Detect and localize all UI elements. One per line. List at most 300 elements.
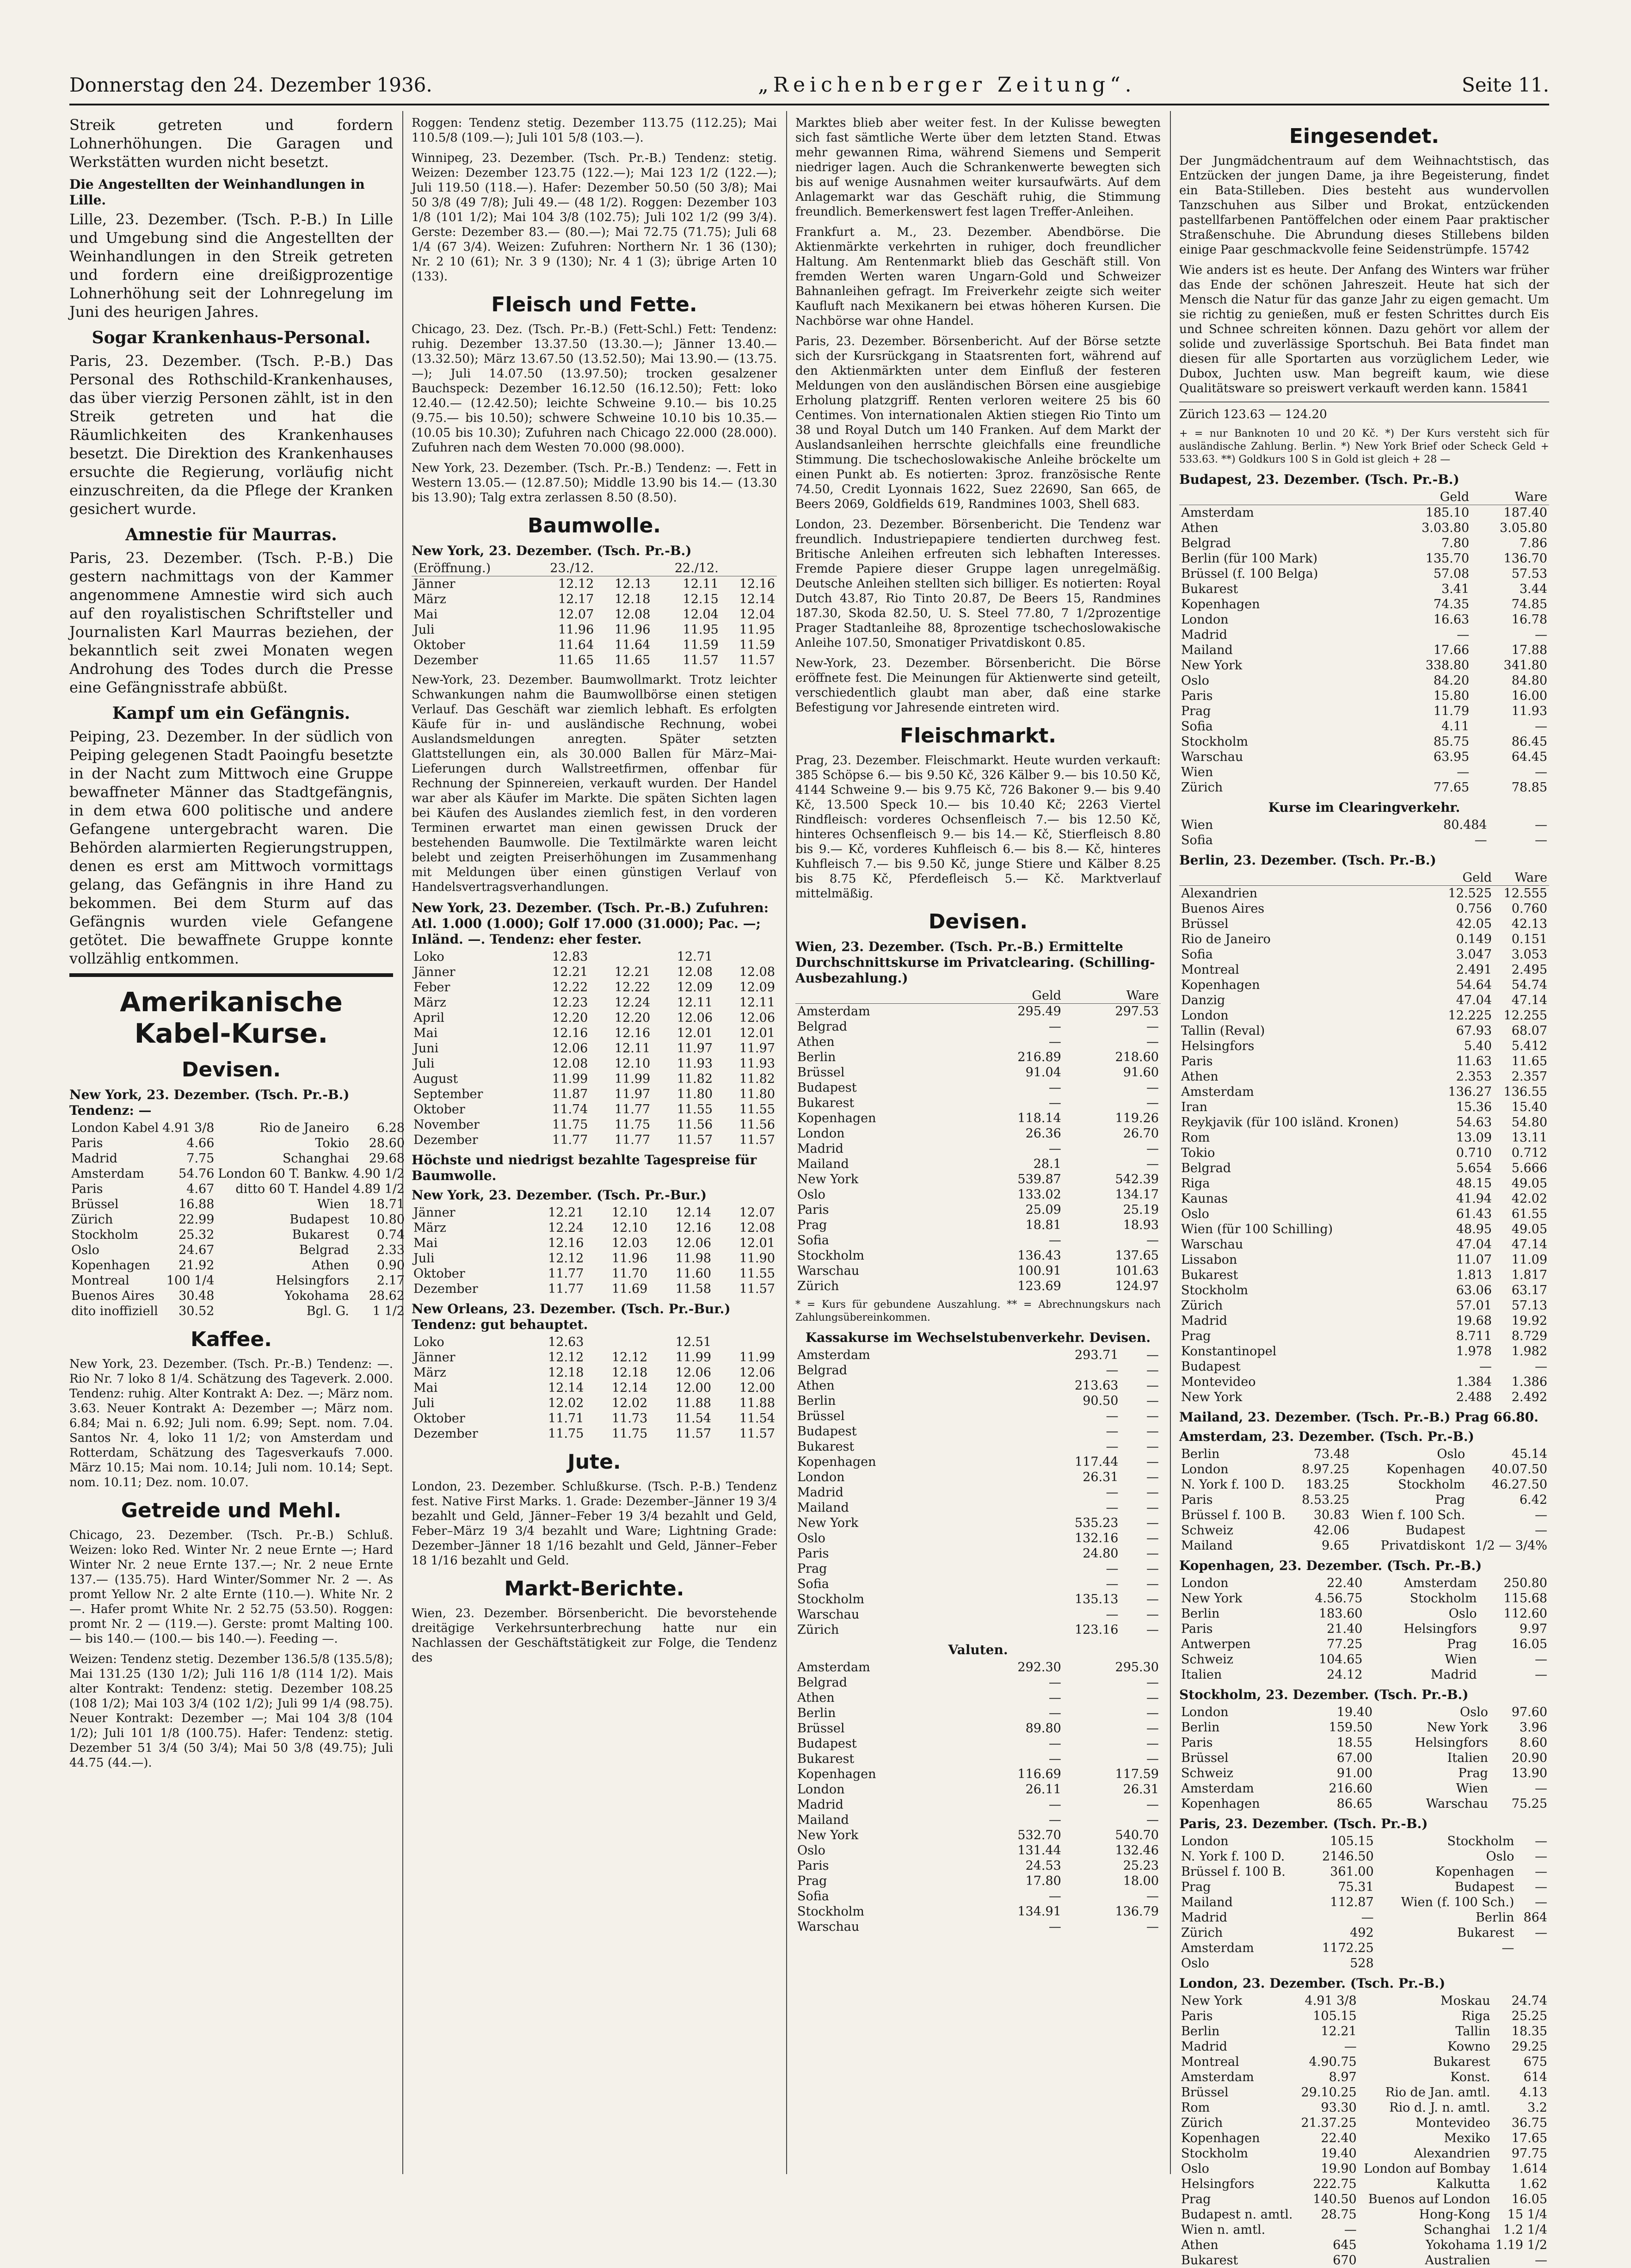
- table-row: [1179, 1374, 1549, 1390]
- table-cell: Juli: [413, 623, 435, 637]
- col2-heading-cotton: Baumwolle.: [528, 514, 661, 538]
- table-cell: 85.75: [1433, 735, 1470, 749]
- table-cell: 21.40: [1327, 1622, 1363, 1636]
- table-row: [1179, 1538, 1549, 1553]
- col1-heading-amnesty: Amnestie für Maurras.: [125, 525, 337, 544]
- table-cell: 8.97: [1329, 2070, 1357, 2084]
- table-cell: Mai: [413, 607, 438, 622]
- table-cell: 116.69: [1017, 1767, 1061, 1781]
- table-cell: 11.57: [739, 653, 775, 667]
- col3-text-continued: Marktes blieb aber weiter fest. In der Kulisse bewegten sich fast sämtliche Werte über dem letzten Stand. Etwas mehr gewannen Rima, während Siemens und Semperit niedriger lagen. Auch die Schrankenwerte bewegten sich bis auf wenige Ausnahmen weiter kursaufwärts. Auf dem Anlagemarkt war das Geschäft ruhig, die Stimmung freundlich. Bemerkenswert fest lagen Treffer-Anleihen.: [795, 116, 1161, 219]
- table-cell: 12.14: [675, 1205, 712, 1220]
- table-row: [795, 1409, 1161, 1424]
- table-row: [1179, 1879, 1549, 1895]
- table-row: [795, 1111, 1161, 1126]
- column-header: [720, 561, 777, 576]
- table-cell: —: [1146, 1096, 1159, 1110]
- table-row: [1179, 1705, 1549, 1720]
- table-cell: —: [1146, 1546, 1159, 1561]
- table-row: [412, 576, 777, 592]
- col4-text-zurich: Zürich 123.63 — 124.20: [1179, 408, 1327, 421]
- table-cell: 12.16: [552, 1026, 588, 1040]
- table-cell: 105.15: [1313, 2009, 1357, 2023]
- table-cell: 136.70: [1503, 551, 1547, 566]
- table-row: [412, 1087, 777, 1102]
- table-cell: 67.00: [1336, 1751, 1373, 1765]
- table-cell: 11.58: [675, 1282, 712, 1296]
- table-cell: 11.95: [683, 623, 719, 637]
- col4-text-bata-1: Der Jungmädchentraum auf dem Weihnachtstisch, das Entzücken der jungen Dame, ja ihre Begeisterung, findet ein Bata-Stilleben. Dies besteht aus wundervollen Tanzschuhen aus Silber und Brokat, entzückenden pastellfarbenen Pantöffelchen oder einem Paar praktischer Straßenschuhe. Die Abrundung dieses Stillebens bilden einige Paar geschmackvolle feine Seidenstrümpfe. 15742: [1179, 154, 1549, 257]
- table-cell: 63.95: [1433, 750, 1470, 764]
- table-cell: 12.11: [683, 577, 719, 591]
- table-cell: Australien: [1425, 2253, 1490, 2268]
- table-cell: Sofia: [797, 1233, 829, 1248]
- table-cell: 2.353: [1456, 1069, 1492, 1084]
- table-row: [795, 1233, 1161, 1248]
- table-cell: 12.12: [611, 1350, 648, 1365]
- table-cell: —: [1146, 1721, 1159, 1736]
- table-row: [1179, 1591, 1549, 1606]
- table-cell: Paris: [1181, 689, 1213, 703]
- col2-heading-market-reports: Markt-Berichte.: [504, 1577, 684, 1601]
- table-row: [412, 607, 777, 622]
- table-row: [412, 980, 777, 995]
- table-row: [795, 1263, 1161, 1279]
- table-row: [69, 1181, 406, 1197]
- table-cell: 74.85: [1511, 597, 1547, 612]
- col1-text-grain: Chicago, 23. Dezember. (Tsch. Pr.-B.) Schluß. Weizen: loko Red. Winter Nr. 2 neue Ernte —; Hard Winter Nr. 2 neue Ernte 137.—; Nr. 2 neue Ernte 137.— (135.75). Hard Winter/Sommer Nr. 2 —. As promt Yellow Nr. 2 alte Ernte (110.—). White Nr. 2 —. Hafer promt White Nr. 2 52.75 (53.50). Roggen: promt Nr. 2 — (119.—). Gerste: promt Malting 100.— bis 140.— (100.— bis 140.—). Feeding —.: [69, 1528, 393, 1646]
- table-cell: 11.65: [558, 653, 594, 667]
- table-cell: 61.43: [1456, 1207, 1492, 1221]
- table-cell: 75.31: [1338, 1880, 1374, 1894]
- col3-valuten-table: [795, 1660, 1161, 1934]
- table-cell: 47.04: [1456, 993, 1492, 1007]
- table-row: [1179, 1834, 1549, 1849]
- table-cell: 97.75: [1511, 2146, 1547, 2161]
- table-cell: 15 1/4: [1507, 2207, 1547, 2222]
- table-cell: New York: [797, 1172, 859, 1187]
- table-cell: —: [1146, 1516, 1159, 1530]
- table-cell: Kopenhagen: [1181, 597, 1260, 612]
- table-cell: Oslo: [797, 1843, 825, 1858]
- table-cell: —: [1457, 765, 1470, 779]
- col2-cotton4-table: [412, 1335, 777, 1441]
- table-cell: —: [1146, 1813, 1159, 1827]
- table-cell: 12.20: [552, 1011, 588, 1025]
- table-cell: Budapest: [1454, 1880, 1514, 1894]
- table-cell: 134.91: [1017, 1904, 1061, 1919]
- table-cell: Amsterdam: [71, 1167, 144, 1181]
- col3-vienna-dateline: Wien, 23. Dezember. (Tsch. Pr.-B.) Ermittelte Durchschnittskurse im Privatclearing. (Schilling-Ausbezahlung.): [795, 939, 1155, 986]
- table-cell: Wien: [1181, 765, 1213, 779]
- table-row: [795, 1393, 1161, 1409]
- table-cell: Riga: [1461, 2009, 1490, 2023]
- table-cell: 4.90.75: [1309, 2055, 1357, 2069]
- table-row: [1179, 1038, 1549, 1054]
- table-row: [1179, 1237, 1549, 1252]
- table-row: [1179, 627, 1549, 643]
- table-cell: Oslo: [1486, 1849, 1514, 1864]
- table-cell: Warschau: [797, 1264, 860, 1278]
- table-cell: März: [413, 1366, 446, 1380]
- table-cell: Berlin (für 100 Mark): [1181, 551, 1318, 566]
- table-cell: Paris: [1181, 1622, 1213, 1636]
- table-cell: 11.54: [739, 1411, 775, 1426]
- table-row: [1179, 1864, 1549, 1879]
- table-row: [795, 1828, 1161, 1843]
- col4-london-dateline: London, 23. Dezember. (Tsch. Pr.-B.): [1179, 1976, 1446, 1991]
- table-cell: 292.30: [1017, 1660, 1061, 1675]
- table-cell: 11.97: [739, 1041, 775, 1056]
- table-cell: 12.14: [611, 1381, 648, 1395]
- table-cell: —: [1474, 833, 1487, 847]
- table-cell: —: [1048, 1889, 1061, 1903]
- header-date: Donnerstag den 24. Dezember 1936.: [69, 73, 432, 96]
- table-cell: 8.53.25: [1302, 1493, 1350, 1507]
- table-cell: Belgrad: [797, 1675, 848, 1690]
- table-cell: Belgrad: [797, 1363, 848, 1378]
- table-cell: Wien (für 100 Schilling): [1181, 1222, 1333, 1236]
- table-cell: 6.28: [376, 1121, 405, 1135]
- table-cell: Brüssel: [1181, 917, 1229, 931]
- table-row: [412, 1396, 777, 1411]
- table-cell: 54.64: [1456, 978, 1492, 992]
- table-cell: Yokohama: [1426, 2238, 1490, 2252]
- table-cell: 0.74: [376, 1228, 405, 1242]
- table-cell: Dezember: [413, 1133, 478, 1147]
- table-row: [1179, 1329, 1549, 1344]
- table-cell: Paris: [71, 1182, 103, 1196]
- table-cell: —: [1535, 1360, 1547, 1374]
- table-row: [1179, 2237, 1549, 2253]
- table-cell: 16.05: [1511, 1637, 1547, 1651]
- table-cell: —: [1535, 1508, 1547, 1522]
- col4-milan-dateline: Mailand, 23. Dezember. (Tsch. Pr.-B.) Prag 66.80.: [1179, 1409, 1539, 1425]
- table-cell: Oslo: [1448, 1607, 1477, 1621]
- table-cell: 1 1/2: [372, 1304, 405, 1318]
- table-cell: 1.62: [1519, 2177, 1547, 2191]
- table-row: [1179, 1523, 1549, 1538]
- table-cell: —: [1535, 1652, 1547, 1667]
- table-cell: Schanghai: [1423, 2223, 1490, 2237]
- table-row: [795, 1279, 1161, 1294]
- table-row: [795, 1187, 1161, 1202]
- table-cell: [1516, 1956, 1549, 1971]
- table-cell: Bukarest: [1457, 1926, 1514, 1940]
- col3-text-frankfurt: Frankfurt a. M., 23. Dezember. Abendbörse. Die Aktienmärkte verkehrten in ruhiger, doch freundlicher Haltung. Am Rentenmarkt blieb das Geschäft still. Von fremden Werten waren Ungarn-Gold und Schweizer Bahnanleihen gefragt. Im Freiverkehr zeigte sich weiter Kaufluft nach Mexikanern bei etwas höheren Kursen. Die Nachbörse war ohne Handel.: [795, 225, 1161, 328]
- col4-stockholm-dateline: Stockholm, 23. Dezember. (Tsch. Pr.-B.): [1179, 1687, 1469, 1702]
- table-cell: 11.71: [548, 1411, 584, 1426]
- table-cell: 75.25: [1511, 1797, 1547, 1811]
- table-cell: 12.17: [558, 592, 594, 606]
- table-cell: 135.13: [1075, 1592, 1119, 1607]
- table-cell: 30.83: [1313, 1508, 1350, 1522]
- table-row: [1179, 566, 1549, 581]
- table-cell: —: [1048, 1035, 1061, 1049]
- table-cell: 1.384: [1456, 1375, 1492, 1389]
- table-cell: 7.75: [186, 1151, 215, 1166]
- table-row: [412, 1132, 777, 1148]
- table-cell: Kopenhagen: [797, 1111, 876, 1125]
- col1-lead: Streik getreten und fordern Lohnerhöhungen. Die Garagen und Werkstätten wurden nicht besetzt.: [69, 116, 393, 171]
- table-cell: 12.16: [739, 577, 775, 591]
- table-cell: Amsterdam: [797, 1660, 870, 1675]
- table-cell: —: [1146, 1607, 1159, 1622]
- table-cell: —: [1146, 1470, 1159, 1484]
- table-cell: 11.96: [558, 623, 594, 637]
- table-row: [1179, 1222, 1549, 1237]
- table-row: [1179, 1637, 1549, 1652]
- table-cell: Zürich: [797, 1279, 839, 1293]
- table-cell: Berlin: [1181, 1447, 1220, 1461]
- table-cell: 11.57: [675, 1427, 712, 1441]
- table-cell: New York: [797, 1516, 859, 1530]
- table-cell: Oslo: [1181, 2162, 1209, 2176]
- col1-heading-prison: Kampf um ein Gefängnis.: [112, 704, 351, 723]
- table-cell: 24.67: [178, 1243, 215, 1257]
- table-row: [412, 1026, 777, 1041]
- table-cell: —: [1535, 818, 1547, 832]
- table-cell: Budapest: [797, 1424, 857, 1439]
- table-cell: Helsingfors: [1181, 1039, 1255, 1053]
- col1-heading-coffee: Kaffee.: [191, 1328, 272, 1351]
- table-cell: dito inoffiziell: [71, 1304, 158, 1318]
- table-cell: Montreal: [71, 1273, 129, 1288]
- table-cell: 11.65: [615, 653, 651, 667]
- table-cell: 614: [1523, 2070, 1547, 2084]
- table-cell: 18.81: [1025, 1218, 1061, 1232]
- table-cell: Prag: [1447, 1637, 1477, 1651]
- table-cell: 63.17: [1511, 1283, 1547, 1298]
- table-cell: 5.40: [1464, 1039, 1492, 1053]
- table-cell: —: [1535, 765, 1547, 779]
- table-cell: Konst.: [1450, 2070, 1490, 2084]
- table-cell: Prag: [1435, 1493, 1465, 1507]
- table-row: [795, 1347, 1161, 1363]
- table-cell: 17.80: [1025, 1874, 1061, 1888]
- table-row: [412, 1266, 777, 1281]
- table-cell: 3.44: [1519, 582, 1547, 596]
- table-cell: Schweiz: [1181, 1523, 1233, 1538]
- table-row: [795, 1873, 1161, 1889]
- table-cell: Juli: [413, 1396, 435, 1410]
- table-cell: Jänner: [413, 577, 455, 591]
- table-cell: 11.56: [739, 1118, 775, 1132]
- table-cell: 117.44: [1075, 1455, 1119, 1469]
- table-cell: 123.16: [1075, 1623, 1119, 1637]
- table-cell: Berlin: [797, 1394, 836, 1408]
- table-cell: 20.90: [1511, 1751, 1547, 1765]
- table-row: [1179, 1283, 1549, 1298]
- table-cell: —: [1457, 628, 1470, 642]
- table-cell: 15.80: [1433, 689, 1470, 703]
- table-cell: Oslo: [797, 1187, 825, 1202]
- table-row: [1179, 1606, 1549, 1621]
- table-cell: Paris: [1181, 1493, 1213, 1507]
- table-row: [1179, 1621, 1549, 1637]
- table-cell: 19.92: [1511, 1314, 1547, 1328]
- table-cell: 183.60: [1318, 1607, 1363, 1621]
- table-cell: 47.04: [1456, 1237, 1492, 1252]
- table-cell: 12.22: [552, 980, 588, 995]
- table-cell: 57.08: [1433, 567, 1470, 581]
- table-cell: Helsingfors: [1181, 2177, 1255, 2191]
- col1-heading-hospital: Sogar Krankenhaus-Personal.: [92, 328, 371, 347]
- table-cell: 12.51: [675, 1335, 712, 1349]
- table-row: [412, 1220, 777, 1236]
- table-cell: 11.75: [614, 1118, 651, 1132]
- table-row: [1179, 1477, 1549, 1492]
- table-cell: London: [797, 1126, 845, 1141]
- table-cell: 492: [1350, 1926, 1374, 1940]
- table-cell: 48.15: [1456, 1176, 1492, 1191]
- table-cell: Paris: [797, 1859, 829, 1873]
- table-cell: 0.710: [1456, 1146, 1492, 1160]
- table-cell: 12.06: [739, 1366, 775, 1380]
- table-cell: Budapest n. amtl.: [1181, 2207, 1293, 2222]
- table-row: [69, 1166, 406, 1181]
- table-row: [412, 964, 777, 980]
- table-cell: Moskau: [1440, 1994, 1490, 2008]
- table-cell: 12.12: [548, 1251, 584, 1266]
- table-cell: 338.80: [1425, 658, 1470, 673]
- table-cell: 54.80: [1511, 1115, 1547, 1130]
- table-cell: Sofia: [1181, 947, 1213, 962]
- table-row: [795, 1782, 1161, 1797]
- table-cell: 24.74: [1511, 1994, 1547, 2008]
- table-cell: —: [1146, 1691, 1159, 1705]
- table-cell: 8.711: [1456, 1329, 1492, 1343]
- table-cell: Madrid: [1430, 1668, 1477, 1682]
- col1-devisen-dateline: New York, 23. Dezember. (Tsch. Pr.-B.) Tendenz: —: [69, 1087, 350, 1118]
- table-cell: —: [1146, 1409, 1159, 1423]
- col3-vienna-clearing-table: [795, 988, 1161, 1294]
- table-cell: 29.10.25: [1301, 2085, 1357, 2100]
- table-row: [795, 1690, 1161, 1706]
- table-cell: 41.94: [1456, 1192, 1492, 1206]
- col2-cotton4-dateline: New Orleans, 23. Dezember. (Tsch. Pr.-Bur.) Tendenz: gut behauptet.: [412, 1301, 731, 1332]
- table-cell: 2.495: [1511, 963, 1547, 977]
- table-cell: 11.57: [739, 1133, 775, 1147]
- table-row: [69, 1288, 406, 1304]
- table-row: [1179, 2207, 1549, 2222]
- table-cell: 11.77: [548, 1267, 584, 1281]
- table-cell: 12.07: [558, 607, 594, 622]
- table-row: [795, 1797, 1161, 1812]
- table-row: [1179, 1161, 1549, 1176]
- col3-text-london: London, 23. Dezember. Börsenbericht. Die Tendenz war freundlich. Industriepapiere tendierten durchweg fest. Britische Anleihen erfreuten sich lebhaften Interesses. Fremde Papiere dieser Gruppe lagen unregelmäßig. Deutsche Anleihen stellten sich billiger. Es notierten: Royal Dutch 43.87, Rio Tinto 20.87, De Beers 15, Randmines 187.30, Skoda 82.50, U. S. Steel 77.80, 7 1/2prozentige Prager Stadtanleihe 88, 8prozentige tschechoslowakische Anleihe 107.50, Smonatiger Privatdiskont 0.85.: [795, 518, 1161, 650]
- table-cell: 542.39: [1115, 1172, 1159, 1187]
- table-cell: 5.412: [1511, 1039, 1547, 1053]
- col4-berlin-dateline: Berlin, 23. Dezember. (Tsch. Pr.-B.): [1179, 853, 1436, 868]
- table-cell: 11.59: [683, 638, 719, 652]
- table-cell: 18.00: [1123, 1874, 1159, 1888]
- table-cell: Rio d. J. n. amtl.: [1389, 2101, 1490, 2115]
- table-cell: Buenos auf London: [1368, 2192, 1490, 2206]
- table-cell: Reykjavik (für 100 isländ. Kronen): [1181, 1115, 1399, 1130]
- table-cell: 12.18: [615, 592, 651, 606]
- column-header: [596, 561, 652, 576]
- table-cell: Helsingfors: [1403, 1622, 1477, 1636]
- table-cell: Madrid: [71, 1151, 117, 1166]
- table-cell: 4.67: [186, 1182, 215, 1196]
- table-row: [1179, 2008, 1549, 2024]
- table-row: [1179, 1054, 1549, 1069]
- table-cell: —: [1535, 1880, 1547, 1894]
- column-1: [69, 116, 405, 2169]
- table-row: [412, 1251, 777, 1266]
- table-cell: Brüssel: [1181, 1751, 1229, 1765]
- table-cell: 78.85: [1511, 780, 1547, 795]
- column-rule-3: [1170, 111, 1171, 2174]
- table-cell: —: [1361, 1910, 1374, 1925]
- table-row: [795, 1500, 1161, 1515]
- table-cell: Antwerpen: [1181, 1637, 1251, 1651]
- table-cell: —: [1146, 1020, 1159, 1034]
- table-cell: 136.27: [1448, 1085, 1492, 1099]
- table-row: [1179, 1069, 1549, 1084]
- table-cell: 11.80: [739, 1087, 775, 1101]
- table-cell: —: [1146, 1035, 1159, 1049]
- table-row: [1179, 1576, 1549, 1591]
- table-cell: 2146.50: [1322, 1849, 1374, 1864]
- table-cell: 11.73: [611, 1411, 648, 1426]
- table-cell: Rom: [1181, 1131, 1210, 1145]
- table-row: [1179, 1390, 1549, 1405]
- table-cell: 17.88: [1511, 643, 1547, 657]
- table-cell: 1.982: [1511, 1344, 1547, 1359]
- table-row: [1179, 1084, 1549, 1100]
- table-cell: —: [1344, 2223, 1357, 2237]
- table-cell: —: [1535, 719, 1547, 734]
- col3-text-newyork: New-York, 23. Dezember. Börsenbericht. Die Börse eröffnete fest. Die Meinungen für Aktienwerte sind geteilt, verschiedentlich glaubt man aber, daß eine starke Befestigung vor Jahresende eintreten wird.: [795, 656, 1161, 715]
- table-cell: New York: [1181, 1591, 1243, 1606]
- table-row: [1179, 1781, 1549, 1796]
- table-cell: 25.09: [1025, 1203, 1061, 1217]
- table-cell: 11.77: [552, 1133, 588, 1147]
- table-row: [1179, 2085, 1549, 2100]
- table-cell: Oslo: [797, 1531, 825, 1545]
- table-cell: New York: [1181, 658, 1243, 673]
- table-cell: —: [1146, 1562, 1159, 1576]
- table-cell: Rom: [1181, 2101, 1210, 2115]
- table-cell: 11.54: [675, 1411, 712, 1426]
- table-cell: Wien: [1445, 1652, 1477, 1667]
- table-cell: 11.82: [677, 1072, 713, 1086]
- table-cell: Bukarest: [797, 1096, 855, 1110]
- table-row: [795, 1546, 1161, 1561]
- table-cell: 12.08: [739, 1221, 775, 1235]
- table-cell: Amsterdam: [797, 1004, 870, 1019]
- table-cell: New York: [797, 1828, 859, 1842]
- table-cell: Danzig: [1181, 993, 1225, 1007]
- table-cell: 12.10: [614, 1057, 651, 1071]
- table-cell: Berlin: [797, 1706, 836, 1720]
- table-cell: —: [1106, 1562, 1119, 1576]
- table-row: [1179, 932, 1549, 947]
- table-row: [412, 637, 777, 653]
- table-cell: Oslo: [1437, 1447, 1465, 1461]
- table-cell: Stockholm: [797, 1592, 864, 1607]
- table-cell: 100 1/4: [166, 1273, 215, 1288]
- table-row: [795, 1721, 1161, 1736]
- table-cell: Oslo: [71, 1243, 99, 1257]
- table-cell: 12.11: [677, 995, 713, 1010]
- table-row: [412, 1335, 777, 1350]
- table-cell: —: [1146, 1752, 1159, 1766]
- col4-amsterdam-dateline: Amsterdam, 23. Dezember. (Tsch. Pr.-B.): [1179, 1429, 1474, 1444]
- table-cell: 80.484: [1443, 818, 1487, 832]
